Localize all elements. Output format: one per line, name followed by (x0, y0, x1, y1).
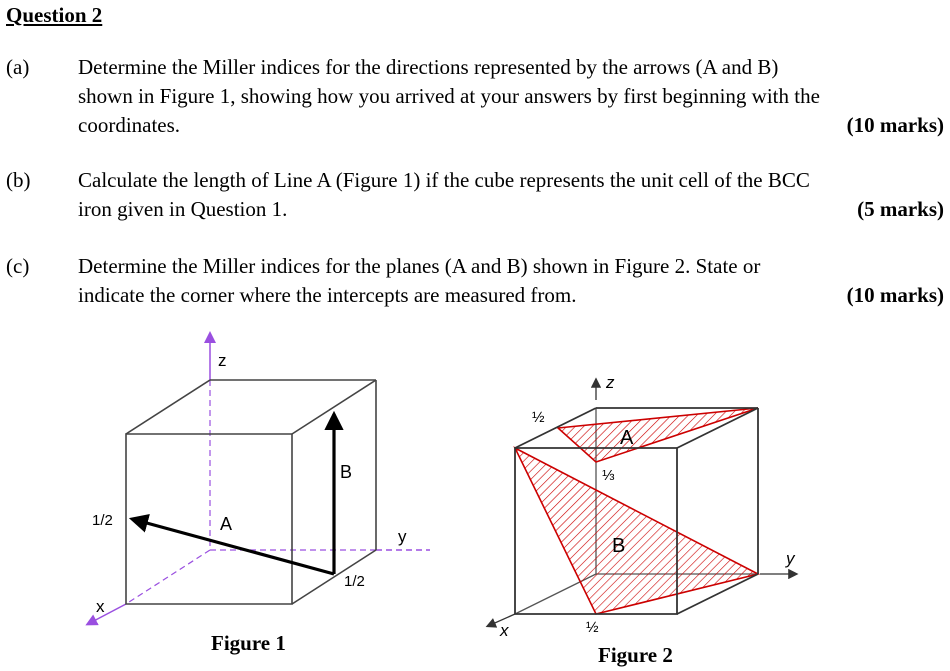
part-b-label: (b) (6, 168, 31, 192)
part-b-line-1: Calculate the length of Line A (Figure 1) if the cube represents the unit cell of the BCC (78, 168, 810, 192)
part-b-marks: (5 marks) (857, 197, 944, 221)
fig1-arrow-a (132, 519, 334, 574)
part-c-marks: (10 marks) (846, 283, 944, 307)
part-c-label: (c) (6, 254, 30, 278)
fig2-label-half-top: ½ (532, 409, 545, 426)
fig1-cube-edge (126, 380, 210, 434)
figure-1 (88, 334, 430, 655)
part-b-line-2: iron given in Question 1. (78, 197, 288, 221)
part-a-label: (a) (6, 55, 30, 79)
part-a-marks: (10 marks) (846, 113, 944, 137)
part-c-line-1: Determine the Miller indices for the planes (A and B) shown in Figure 2. State or (78, 254, 761, 278)
fig2-label-a: A (620, 427, 634, 449)
fig2-plane-a (558, 408, 758, 462)
fig2-caption: Figure 2 (598, 643, 673, 667)
fig2-y-label: y (786, 549, 795, 568)
fig1-x-axis (88, 604, 126, 624)
fig1-z-label: z (218, 351, 227, 370)
part-a-line-3: coordinates. (78, 113, 181, 137)
question-title: Question 2 (6, 3, 103, 27)
part-a-line-1: Determine the Miller indices for the directions represented by the arrows (A and B) (78, 55, 779, 79)
fig1-y-label: y (398, 527, 407, 546)
fig1-label-half-left: 1/2 (92, 512, 113, 529)
fig2-x-label: x (500, 621, 509, 640)
fig1-label-half-bottom: 1/2 (344, 573, 365, 590)
fig2-label-b: B (612, 535, 626, 557)
fig1-label-a: A (220, 514, 233, 534)
fig1-x-label: x (96, 597, 105, 616)
part-a-line-2: shown in Figure 1, showing how you arrived at your answers by first beginning with the (78, 84, 820, 108)
fig2-label-half-bottom: ½ (586, 619, 599, 636)
fig2-z-label: z (606, 373, 615, 392)
part-c-line-2: indicate the corner where the intercepts are measured from. (78, 283, 577, 307)
fig2-plane-b (515, 448, 758, 614)
fig1-hidden-x-edge (126, 550, 210, 604)
fig1-cube-front-face (126, 434, 292, 604)
fig1-label-b: B (340, 462, 353, 482)
figure-2 (488, 373, 796, 667)
fig1-caption: Figure 1 (211, 631, 286, 655)
fig2-label-third: ⅓ (602, 467, 615, 484)
